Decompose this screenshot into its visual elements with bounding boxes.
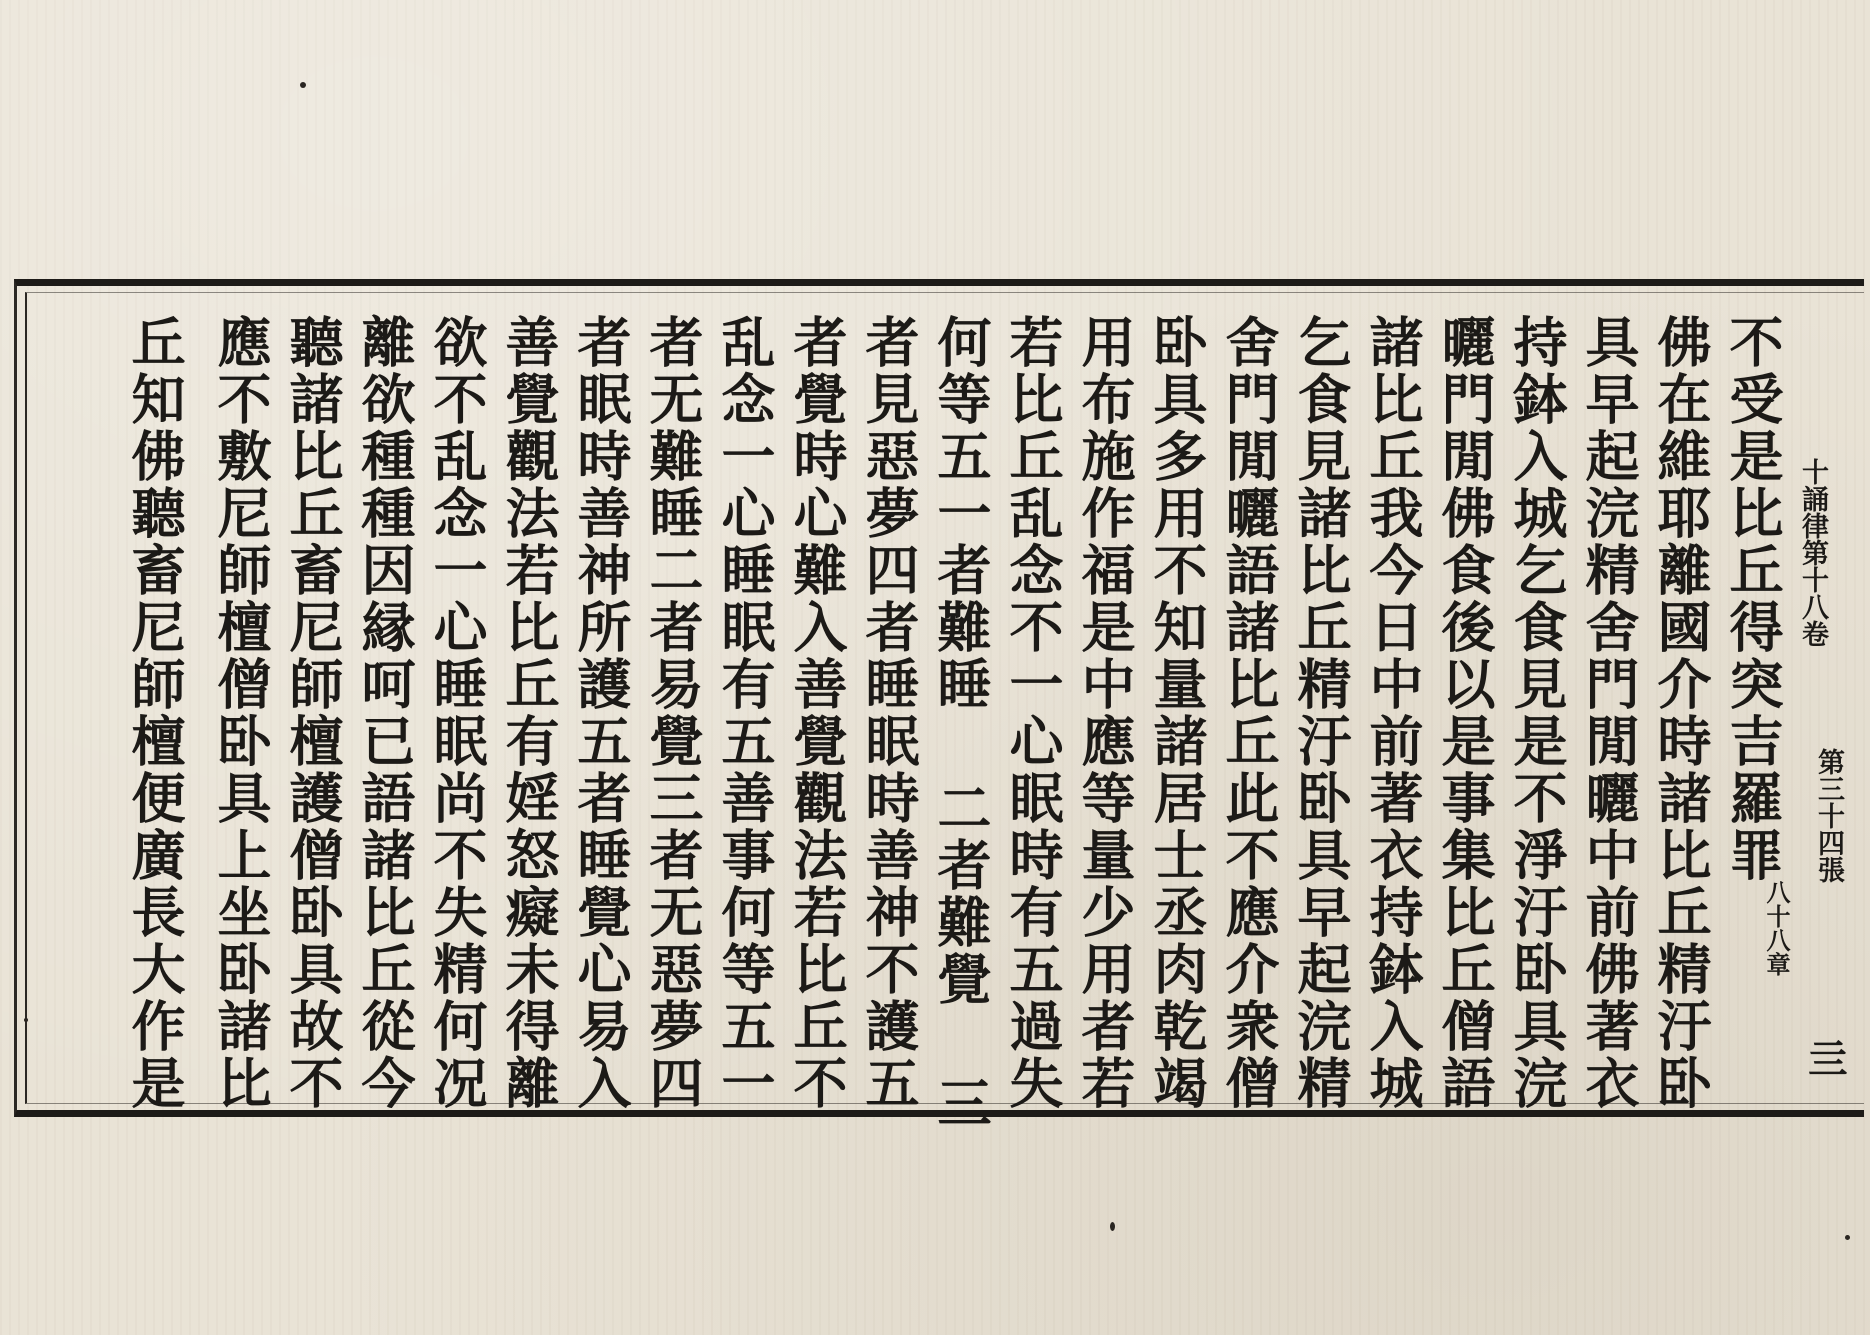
margin-folio-number: 亖 [1808, 1036, 1848, 1083]
ink-speck [1845, 1235, 1850, 1240]
text-column-20: 離欲種種因縁呵已語諸比丘從今 [353, 314, 417, 1112]
text-column-3: 具早起浣精舍門閒曬中前佛著衣 [1577, 314, 1641, 1112]
text-column-14: 者覺時心難入善覺觀法若比丘不 [785, 314, 849, 1112]
text-column-8: 舍門閒曬語諸比丘此不應介衆僧 [1217, 314, 1281, 1112]
text-column-22: 應不敷尼師檀僧卧具上坐卧諸比 [209, 314, 273, 1112]
text-column-19: 欲不乱念一心睡眠尚不失精何况 [425, 314, 489, 1112]
ink-speck [24, 1018, 28, 1022]
text-column-10: 用布施作福是中應等量少用者若 [1073, 314, 1137, 1112]
text-column-11: 若比丘乱念不一心眠時有五過失 [1001, 314, 1065, 1112]
text-column-7: 乞食見諸比丘精汙卧具早起浣精 [1289, 314, 1353, 1112]
text-column-17: 者眠時善神所護五者睡覺心易入 [569, 314, 633, 1112]
text-column-13: 者見惡夢四者睡眠時善神不護五 [857, 314, 921, 1112]
text-column-1: 不受是比丘得突吉羅罪 [1721, 314, 1785, 884]
ink-speck [300, 82, 306, 88]
margin-sheet-number: 第三十四張 [1813, 748, 1844, 883]
text-column-6: 諸比丘我今日中前著衣持鉢入城 [1361, 314, 1425, 1112]
text-column-15: 乱念一心睡眠有五善事何等五一 [713, 314, 777, 1112]
text-column-23: 丘知佛聽畜尼師檀便廣長大作是 [123, 314, 187, 1112]
text-column-5: 曬門閒佛食後以是事集比丘僧語 [1433, 314, 1497, 1112]
margin-volume-title: 十誦律第十八卷 [1797, 458, 1828, 647]
text-column-21: 聽諸比丘畜尼師檀護僧卧具故不 [281, 314, 345, 1112]
ink-speck [1110, 1222, 1115, 1231]
text-column-16: 者无難睡二者易覺三者无惡夢四 [641, 314, 705, 1112]
text-column-2: 佛在維耶離國介時諸比丘精汙卧 [1649, 314, 1713, 1112]
margin-carver-mark: 八十八章 [1762, 880, 1791, 976]
text-column-9: 卧具多用不知量諸居士丞肉乾竭 [1145, 314, 1209, 1112]
text-column-12: 何等五一者難睡 二者難覺 三 [929, 314, 993, 1132]
text-column-18: 善覺觀法若比丘有婬怒癡未得離 [497, 314, 561, 1112]
text-column-4: 持鉢入城乞食見是不淨汙卧具浣 [1505, 314, 1569, 1112]
